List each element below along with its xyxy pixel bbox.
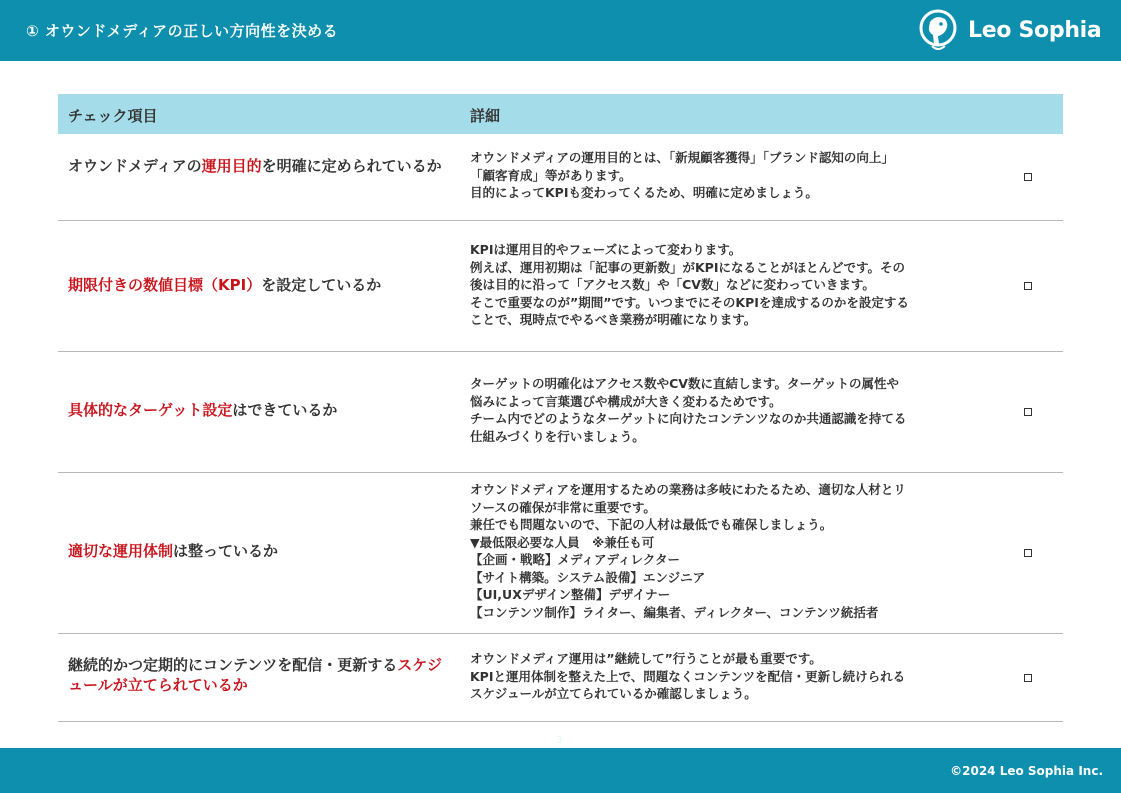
column-header-check: チェック項目: [68, 107, 158, 125]
detail-line: ターゲットの明確化はアクセス数やCV数に直結します。ターゲットの属性や: [470, 376, 899, 391]
table-row: [58, 473, 1063, 634]
check-item-segment: は整っているか: [173, 542, 279, 560]
checkbox[interactable]: [1024, 282, 1032, 290]
detail-line: 【UI,UXデザイン整備】デザイナー: [470, 587, 671, 602]
detail-line: 仕組みづくりを行いましょう。: [470, 428, 645, 444]
detail-line: チーム内でどのようなターゲットに向けたコンテンツなのか共通認識を持てる: [470, 411, 907, 426]
detail-line: ソースの確保が非常に重要です。: [470, 499, 656, 515]
lion-logo-icon: [918, 8, 960, 54]
copyright-text: ©2024 Leo Sophia Inc.: [950, 764, 1103, 778]
detail-text: [470, 149, 995, 202]
detail-text: [470, 650, 995, 703]
table-row: [58, 352, 1063, 473]
table-header: [58, 94, 1063, 134]
page-number: 3: [556, 735, 563, 746]
detail-line: 【企画・戦略】メディアディレクター: [470, 552, 681, 567]
detail-line: スケジュールが立てられているか確認しましょう。: [470, 686, 757, 701]
checkbox[interactable]: [1024, 173, 1032, 181]
check-item-segment: を設定しているか: [261, 276, 382, 294]
detail-line: ことで、現時点でやるべき業務が明確になります。: [470, 312, 757, 327]
detail-line: KPIと運用体制を整えた上で、問題なくコンテンツを配信・更新し続けられる: [470, 668, 906, 684]
detail-line: オウンドメディアの運用目的とは、「新規顧客獲得」「ブランド認知の向上」: [470, 150, 894, 165]
check-item-text: [68, 541, 453, 561]
detail-text: [470, 375, 995, 445]
detail-line: 目的によってKPIも変わってくるため、明確に定めましょう。: [470, 185, 818, 200]
checklist-table: [58, 94, 1063, 722]
check-item-segment: を明確に定められているか: [261, 157, 442, 175]
table-row: [58, 134, 1063, 221]
detail-text: [470, 241, 995, 329]
check-item-segment: はできているか: [232, 401, 338, 419]
detail-line: そこで重要なのが”期間”です。いつまでにそのKPIを達成するのかを設定する: [470, 294, 909, 310]
detail-line: 後は目的に沿って「アクセス数」や「CV数」などに変わっていきます。: [470, 277, 875, 292]
check-item-text: [68, 655, 453, 695]
footer-bar: [0, 748, 1121, 793]
column-header-detail: 詳細: [470, 107, 501, 125]
detail-text: [470, 481, 995, 621]
detail-line: 例えば、運用初期は「記事の更新数」がKPIになることがほとんどです。その: [470, 259, 906, 275]
detail-line: 【サイト構築。システム設備】エンジニア: [470, 569, 706, 585]
detail-line: 兼任でも問題ないので、下記の人材は最低でも確保しましょう。: [470, 517, 833, 532]
check-item-text: [68, 156, 453, 176]
detail-line: ▼最低限必要な人員 ※兼任も可: [470, 534, 655, 550]
check-item-segment: オウンドメディアの: [68, 157, 202, 175]
detail-line: 【コンテンツ制作】ライター、編集者、ディレクター、コンテンツ統括者: [470, 604, 879, 620]
table-body: [58, 134, 1063, 722]
detail-line: KPIは運用目的やフェーズによって変わります。: [470, 242, 742, 257]
check-item-segment: 継続的かつ定期的にコンテンツを配信・更新する: [68, 656, 398, 674]
check-item-highlight: 具体的なターゲット設定: [68, 401, 233, 419]
check-item-highlight: スケジュールが立てられているか: [68, 656, 442, 694]
table-row: [58, 221, 1063, 352]
table-row: [58, 634, 1063, 722]
checkbox[interactable]: [1024, 408, 1032, 416]
detail-line: 「顧客育成」等があります。: [470, 167, 632, 183]
check-item-text: [68, 275, 453, 295]
check-item-highlight: 運用目的: [201, 157, 262, 175]
check-item-text: [68, 400, 453, 420]
check-item-highlight: 期限付きの数値目標（KPI）: [68, 276, 262, 294]
detail-line: 悩みによって言葉選びや構成が大きく変わるためです。: [470, 393, 782, 409]
checkbox[interactable]: [1024, 549, 1032, 557]
checkbox[interactable]: [1024, 674, 1032, 682]
page-title: ① オウンドメディアの正しい方向性を決める: [26, 22, 339, 40]
logo-text: Leo Sophia: [968, 18, 1102, 43]
detail-line: オウンドメディア運用は”継続して”行うことが最も重要です。: [470, 651, 822, 666]
header-bar: [0, 0, 1121, 61]
check-item-highlight: 適切な運用体制: [68, 542, 174, 560]
detail-line: オウンドメディアを運用するための業務は多岐にわたるため、適切な人材とリ: [470, 482, 906, 497]
